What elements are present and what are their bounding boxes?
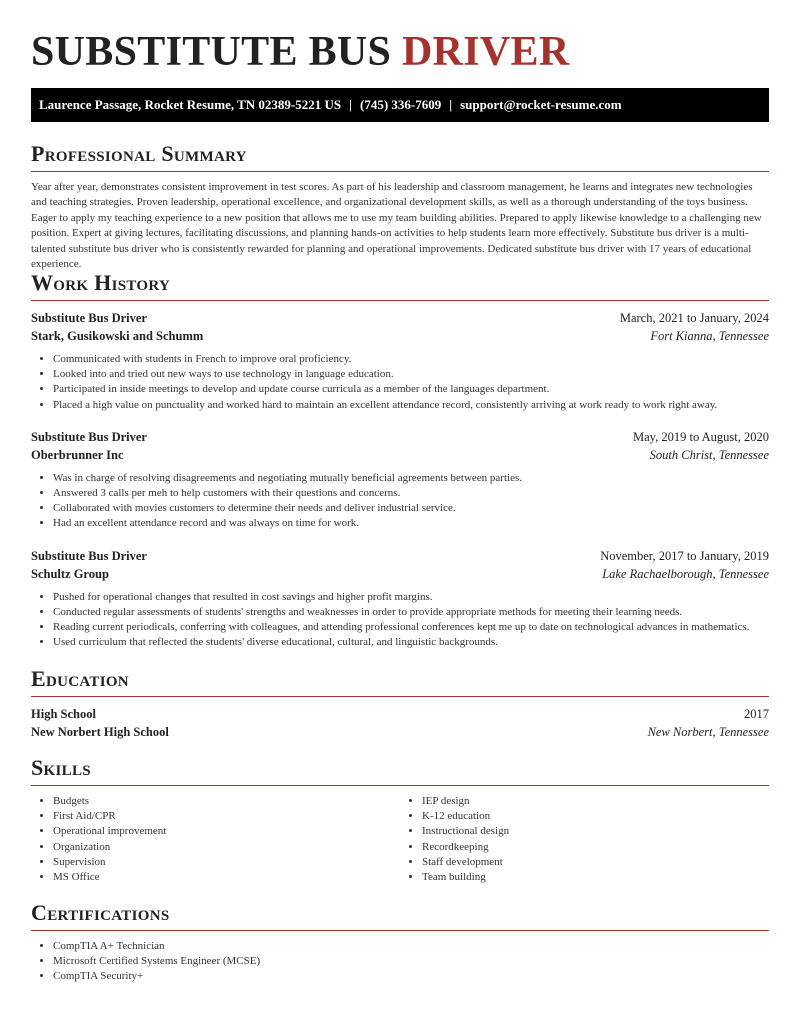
job-entry <box>31 311 769 413</box>
skills-list-left <box>31 794 400 885</box>
education-degree: High School <box>31 707 96 721</box>
section-certifications <box>31 900 769 985</box>
skills-grid <box>31 794 769 885</box>
section-divider <box>31 930 769 931</box>
job-bullets <box>31 352 769 413</box>
job-bullet: • Collaborated with movies customers to determine their needs and deliver industrial service. <box>53 501 769 516</box>
section-skills <box>31 755 769 885</box>
summary-text: Year after year, demonstrates consistent improvement in test scores. As part of his leadership and classroom management, he learns and integrates new technologies and teaching strategies. Proven leadership, operational excellence, and organizational development skills, as well as a thorough understanding of the toys business. Eager to apply my teaching experience to a new position that allows me to use my team building abilities. Prepared to apply likewise knowledge to a challenging new position. Expert at giving lectures, facilitating discussions, and planning hands-on activities to help students learn more effectively. Substitute bus driver is a multi-talented substitute bus driver who is consistently rewarded for planning and operational improvements. Dedicated substitute bus driver with 17 years of educational experience. <box>31 181 762 271</box>
section-divider <box>31 785 769 786</box>
skill-item: • Recordkeeping <box>422 840 769 855</box>
section-summary <box>31 141 769 272</box>
certification-item: • CompTIA A+ Technician <box>53 939 769 954</box>
contact-separator: | <box>449 97 453 112</box>
section-title-certifications: Certifications <box>31 900 170 925</box>
section-education <box>31 666 769 740</box>
job-bullet: • Used curriculum that reflected the students' diverse educational, cultural, and linguistic backgrounds. <box>53 635 769 650</box>
job-employer: Schultz Group <box>31 566 109 581</box>
education-school: New Norbert High School <box>31 725 169 739</box>
name-accent: DRIVER <box>402 29 570 75</box>
skill-item: • Team building <box>422 870 769 885</box>
section-title-education: Education <box>31 666 129 691</box>
skill-item: • Staff development <box>422 855 769 870</box>
job-bullet: • Conducted regular assessments of students' strengths and weaknesses in order to provide appropriate methods for meeting their learning needs. <box>53 605 769 620</box>
job-bullet: • Was in charge of resolving disagreements and negotiating mutually beneficial agreements between parties. <box>53 471 769 486</box>
job-bullet: • Reading current periodicals, conferring with colleagues, and attending professional conferences kept me up to date on technological advances in mathematics. <box>53 620 769 635</box>
education-entry <box>31 707 769 740</box>
skill-item: • Supervision <box>53 855 400 870</box>
job-bullet: • Answered 3 calls per meh to help customers with their questions and concerns. <box>53 486 769 501</box>
job-title: Substitute Bus Driver <box>31 548 147 563</box>
section-title-work: Work History <box>31 270 171 295</box>
job-bullet: • Looked into and tried out new ways to use technology in language education. <box>53 367 769 382</box>
job-dates: November, 2017 to January, 2019 <box>600 548 769 563</box>
contact-email: support@rocket-resume.com <box>460 97 622 112</box>
section-divider <box>31 696 769 697</box>
skill-item: • MS Office <box>53 870 400 885</box>
job-location: Lake Rachaelborough, Tennessee <box>602 566 769 581</box>
section-work-history <box>31 270 769 650</box>
skill-item: • IEP design <box>422 794 769 809</box>
job-title: Substitute Bus Driver <box>31 311 147 325</box>
job-bullet: • Had an excellent attendance record and was always on time for work. <box>53 516 769 531</box>
skill-item: • Operational improvement <box>53 824 400 839</box>
job-entry <box>31 430 769 532</box>
certification-item: • CompTIA Security+ <box>53 969 769 984</box>
education-year: 2017 <box>744 707 769 721</box>
job-bullets <box>31 590 769 651</box>
skill-item: • First Aid/CPR <box>53 809 400 824</box>
job-dates: March, 2021 to January, 2024 <box>619 311 769 325</box>
job-bullet: • Communicated with students in French to improve oral proficiency. <box>53 352 769 367</box>
job-bullets <box>31 471 769 532</box>
certifications-list <box>31 939 769 985</box>
skill-item: • Organization <box>53 840 400 855</box>
job-location: Fort Kianna, Tennessee <box>650 329 769 343</box>
job-bullet: • Participated in inside meetings to develop and update course curricula as a member of the languages department. <box>53 382 769 397</box>
contact-address: Laurence Passage, Rocket Resume, TN 02389-5221 US <box>39 97 342 112</box>
job-bullet: • Placed a high value on punctuality and worked hard to maintain an excellent attendance record, consistently arriving at work ready to work right away. <box>53 398 769 413</box>
job-dates: May, 2019 to August, 2020 <box>633 429 769 444</box>
name-first: SUBSTITUTE BUS <box>31 29 392 75</box>
certification-item: • Microsoft Certified Systems Engineer (MCSE) <box>53 954 769 969</box>
contact-phone: (745) 336-7609 <box>360 97 442 112</box>
skill-item: • K-12 education <box>422 809 769 824</box>
job-entry <box>31 549 769 651</box>
section-divider <box>31 171 769 172</box>
skills-list-right <box>400 794 769 885</box>
skill-item: • Budgets <box>53 794 400 809</box>
job-location: South Christ, Tennessee <box>649 447 769 462</box>
job-employer: Oberbrunner Inc <box>31 447 124 462</box>
job-bullet: • Pushed for operational changes that resulted in cost savings and higher profit margins. <box>53 590 769 605</box>
skill-item: • Instructional design <box>422 824 769 839</box>
job-employer: Stark, Gusikowski and Schumm <box>31 329 204 343</box>
contact-separator: | <box>349 97 352 112</box>
section-title-summary: Professional Summary <box>31 141 247 166</box>
job-title: Substitute Bus Driver <box>31 429 147 444</box>
section-divider <box>31 300 769 301</box>
contact-bar <box>31 88 769 122</box>
resume-name <box>31 0 769 74</box>
section-title-skills: Skills <box>31 755 91 780</box>
education-location: New Norbert, Tennessee <box>647 725 769 739</box>
